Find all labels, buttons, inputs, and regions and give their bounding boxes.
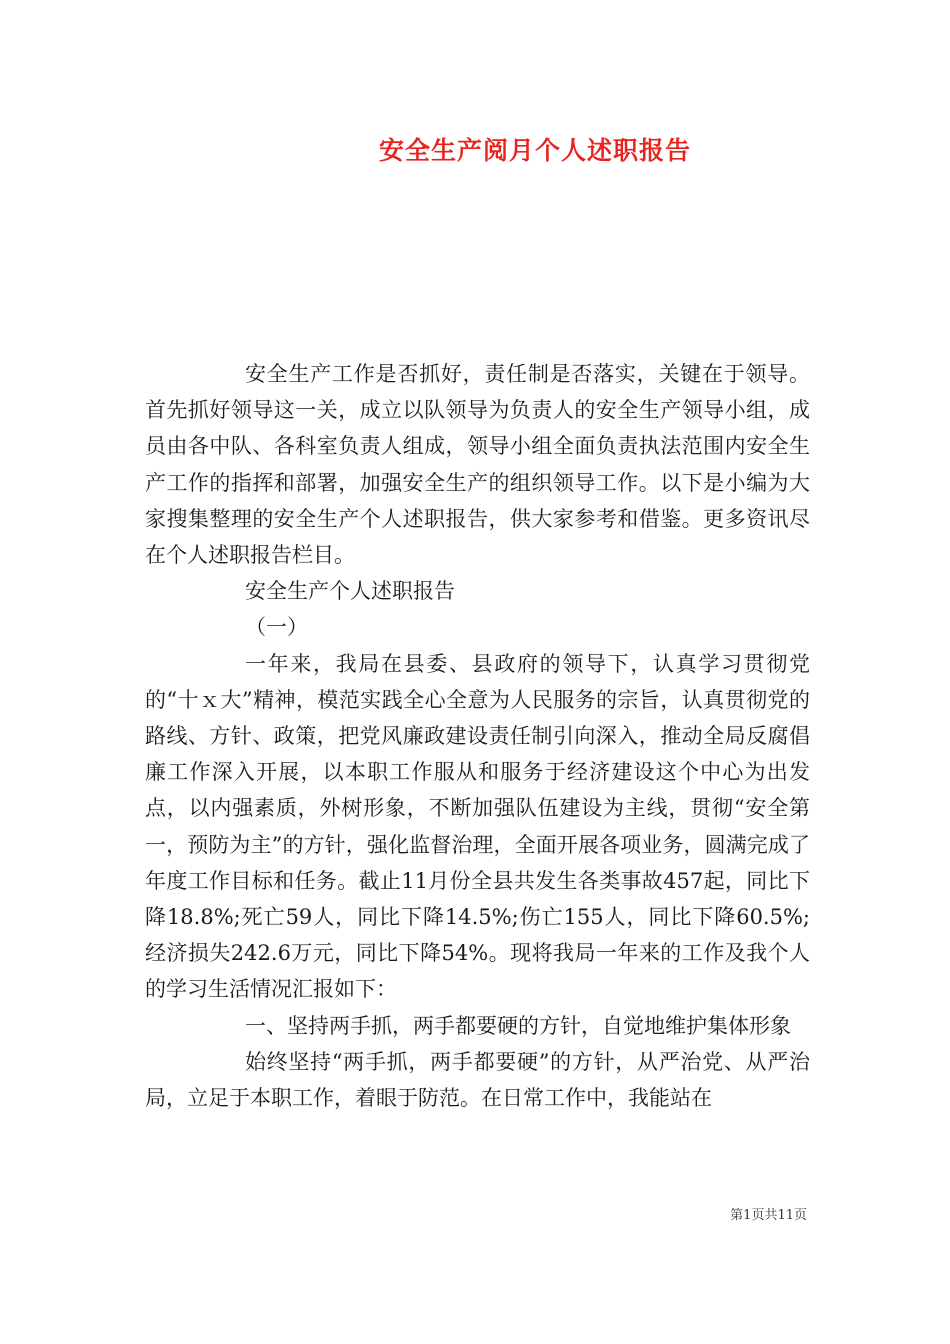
intro-paragraph: 安全生产工作是否抓好，责任制是否落实，关键在于领导。首先抓好领导这一关，成立以队领导为负责人的安全生产领导小组，成员由各中队、各科室负责人组成，领导小组全面负责执法范围内安全生产工作的指挥和部署，加强安全生产的组织领导工作。以下是小编为大家搜集整理的安全生产个人述职报告，供大家参考和借鉴。更多资讯尽在个人述职报告栏目。 bbox=[145, 362, 810, 568]
report-paragraph: 一年来，我局在县委、县政府的领导下，认真学习贯彻党的“十ｘ大”精神，模范实践全心全意为人民服务的宗旨，认真贯彻党的路线、方针、政策，把党风廉政建设责任制引向深入，推动全局反腐倡廉工作深入开展，以本职工作服从和服务于经济建设这个中心为出发点，以内强素质，外树形象，不断加强队伍建设为主线，贯彻“安全第一，预防为主”的方针，强化监督治理，全面开展各项业务，圆满完成了年度工作目标和任务。截止11月份全县共发生各类事故457起，同比下降18.8%;死亡59人，同比下降14.5%;伤亡155人，同比下降60.5%;经济损失242.6万元，同比下降54%。现将我局一年来的工作及我个人的学习生活情况汇报如下： bbox=[145, 651, 810, 1002]
page-number: 第1页共11页 bbox=[730, 1208, 807, 1223]
section-number: （一） bbox=[245, 615, 308, 640]
section-paragraph: 始终坚持“两手抓，两手都要硬”的方针，从严治党、从严治局，立足于本职工作，着眼于防范。在日常工作中，我能站在 bbox=[145, 1049, 810, 1111]
document-body bbox=[145, 356, 810, 1116]
section-heading: 一、坚持两手抓，两手都要硬的方针，自觉地维护集体形象 bbox=[245, 1013, 791, 1038]
report-subtitle: 安全生产个人述职报告 bbox=[245, 579, 455, 604]
document-title: 安全生产阅月个人述职报告 bbox=[378, 136, 691, 165]
